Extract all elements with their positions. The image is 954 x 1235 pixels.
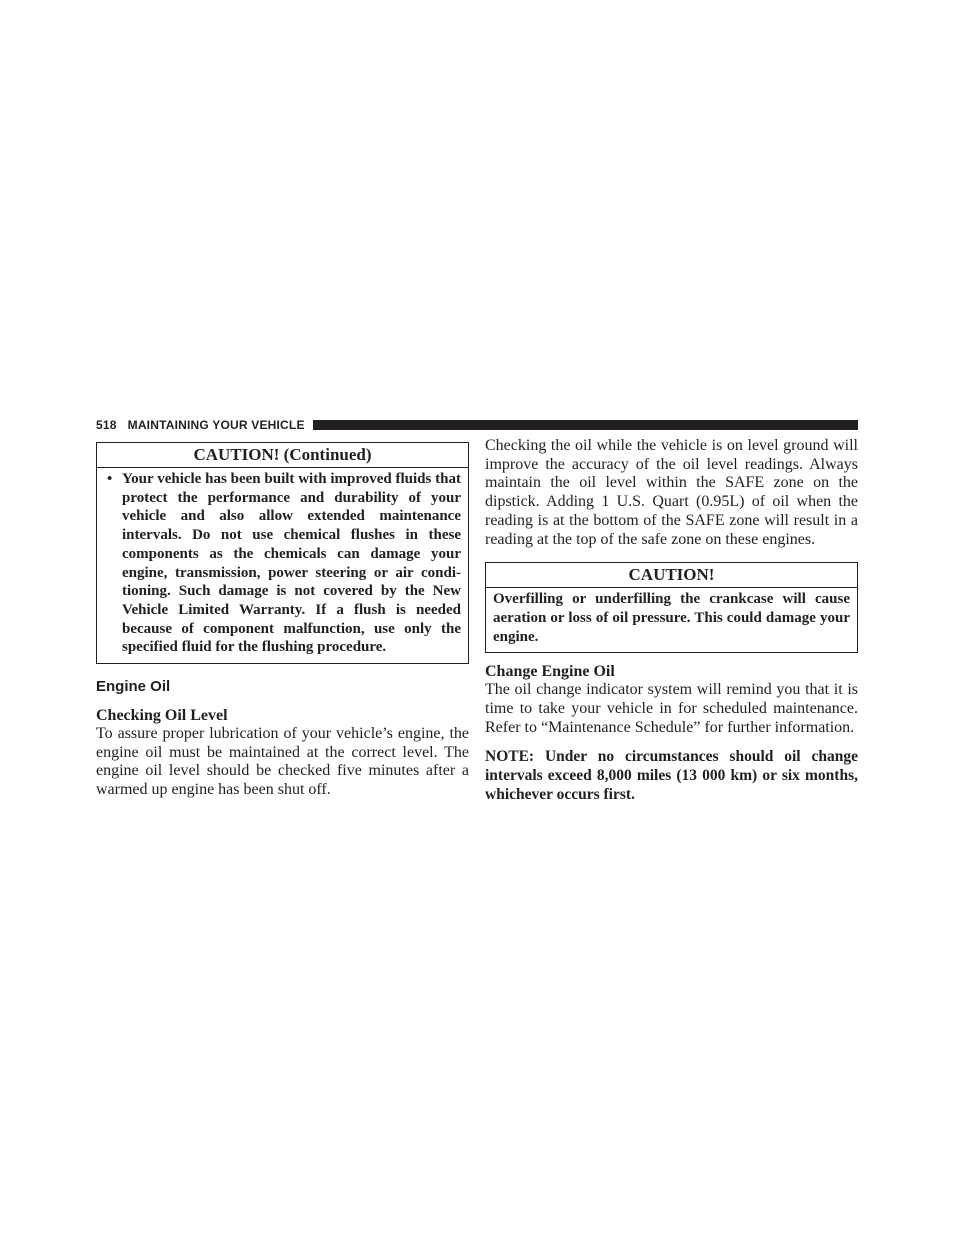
change-engine-oil-heading: Change Engine Oil — [485, 663, 615, 681]
caution-body: Overfilling or underfilling the crankcase will cause aeration or loss of oil pressure. This could damage your engine. — [493, 591, 850, 645]
right-column — [485, 437, 858, 804]
header-rule — [313, 420, 858, 430]
caution-continued-body — [97, 468, 468, 663]
bullet-icon: • — [107, 471, 113, 487]
page-header — [96, 417, 858, 433]
caution-box — [485, 562, 858, 653]
caution-continued-title: CAUTION! (Continued) — [97, 443, 468, 468]
note-text: NOTE: Under no circumstances should oil change intervals exceed 8,000 miles (13 000 km) or six months, whichever occurs first. — [485, 748, 858, 804]
caution-continued-box — [96, 442, 469, 664]
checking-oil-level-text: To assure proper lubrication of your vehicle’s engine, the engine oil must be maintained at the correct level. The engine oil level should be checked five minutes after a warmed up engine has been shut off. — [96, 725, 469, 799]
caution-title: CAUTION! — [486, 563, 857, 588]
caution-bullet-item — [104, 470, 461, 657]
engine-oil-heading: Engine Oil — [96, 678, 171, 696]
checking-oil-level-heading: Checking Oil Level — [96, 707, 228, 725]
checking-oil-paragraph: Checking the oil while the vehicle is on level ground will improve the accuracy of the oil level readings. Always maintain the oil level within the SAFE zone on the dipstick. Adding 1 U.S. Quart (0.95L) of oil when the reading is at the bottom of the SAFE zone will result in a reading at the top of the safe zone on these engines. — [485, 437, 858, 548]
left-column — [96, 442, 469, 800]
change-engine-oil-text: The oil change indicator system will remind you that it is time to take your vehicle in for scheduled maintenance. Refer to “Maintenance Schedule” for further information. — [485, 681, 858, 736]
section-title: MAINTAINING YOUR VEHICLE — [127, 418, 305, 432]
caution-bullet-text: Your vehicle has been built with improved fluids that protect the performance and durability of your vehicle and also allow extended maintenance intervals. Do not use chemical flushes in these components as the chemicals can damage your engine, transmission, power steering or air condi-tioning. Such damage is not covered by the New Vehicle Limited Warranty. If a flush is needed because of component malfunction, use only the specified fluid for the flushing procedure. — [122, 471, 461, 656]
page-number: 518 — [96, 418, 117, 432]
